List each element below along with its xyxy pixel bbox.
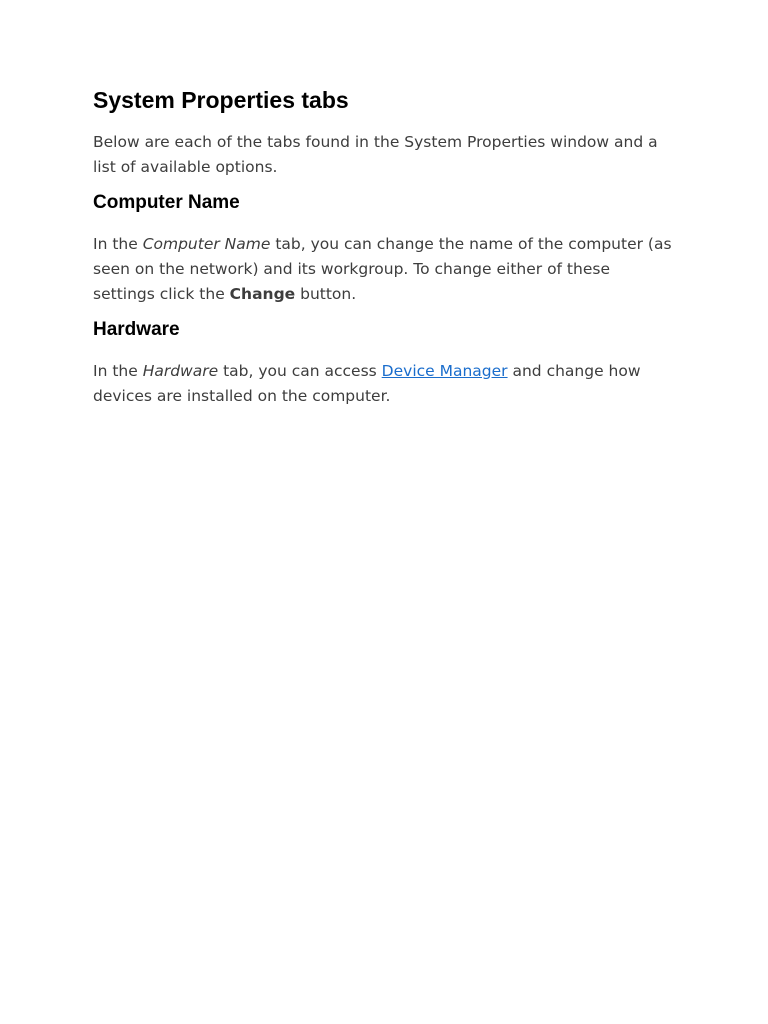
text-run: tab, you can access (218, 362, 382, 380)
intro-paragraph: Below are each of the tabs found in the System Properties window and a list of available options. (93, 133, 658, 176)
page-title: System Properties tabs (93, 87, 349, 113)
text-run: button. (295, 285, 357, 303)
section-heading-computer-name: Computer Name (93, 192, 240, 213)
text-run: In the (93, 362, 143, 380)
text-run: and change how devices are installed on the computer. (93, 362, 641, 405)
device-manager-link[interactable]: Device Manager (381, 362, 508, 380)
emphasis-computer-name: Computer Name (142, 235, 271, 253)
article (93, 84, 673, 419)
text-run: In the (93, 235, 143, 253)
emphasis-hardware: Hardware (142, 362, 219, 380)
bold-change: Change (229, 285, 296, 303)
hardware-paragraph (93, 359, 673, 409)
text-run: tab, you can change the name of the computer (as seen on the network) and its workgroup. To change either of these settings click the (93, 235, 672, 303)
computer-name-paragraph (93, 232, 673, 307)
section-heading-hardware: Hardware (93, 319, 180, 340)
